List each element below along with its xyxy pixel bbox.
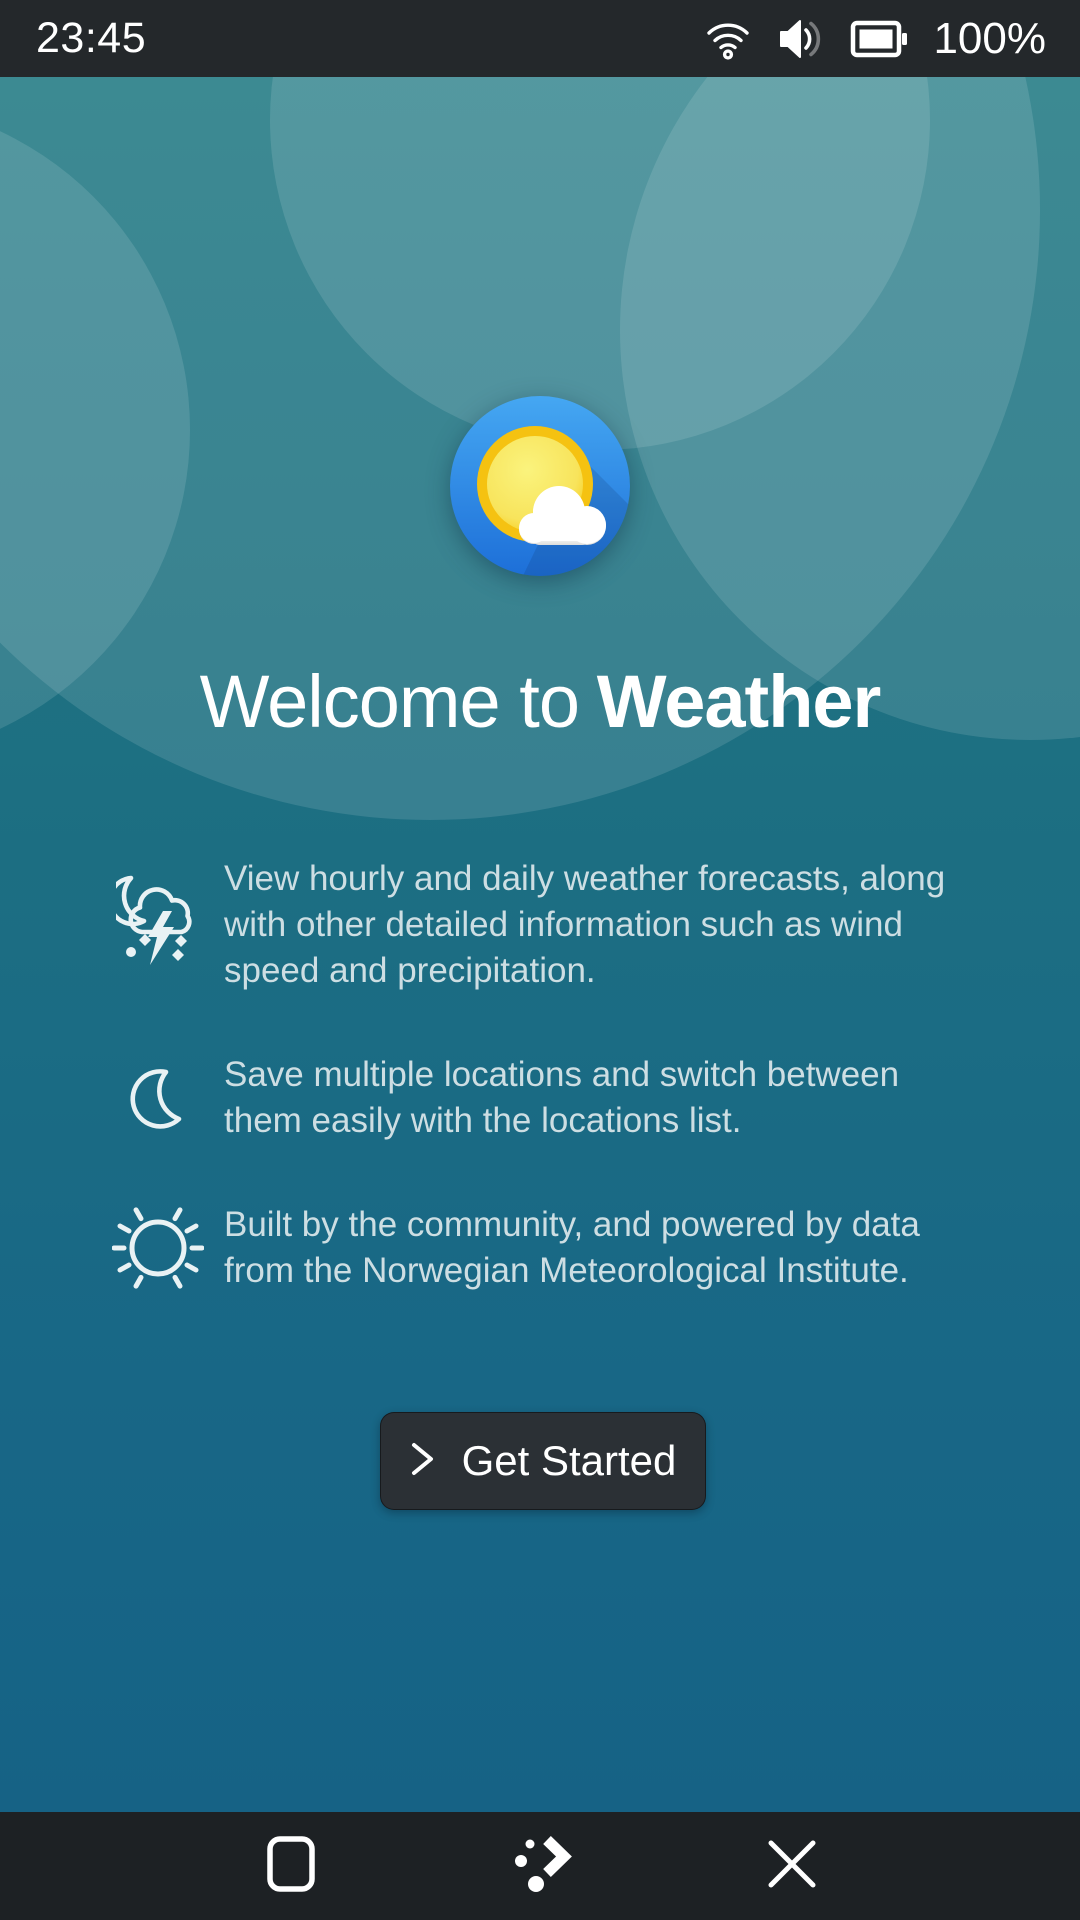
chevron-right-icon xyxy=(410,1442,436,1481)
status-bar xyxy=(0,0,1080,77)
feature-row-community xyxy=(112,1202,962,1294)
storm-night-icon xyxy=(112,873,204,977)
osk-toggle-button[interactable] xyxy=(485,1812,595,1920)
sun-icon xyxy=(112,1202,204,1294)
close-button[interactable] xyxy=(737,1812,847,1920)
get-started-button[interactable] xyxy=(380,1412,706,1510)
bottom-nav-bar xyxy=(0,1812,1080,1920)
title-app-name: Weather xyxy=(596,660,881,743)
overview-button[interactable] xyxy=(236,1812,346,1920)
close-icon xyxy=(766,1838,818,1895)
feature-text: Built by the community, and powered by data from the Norwegian Meteorological Institute. xyxy=(224,1205,920,1290)
feature-row-locations xyxy=(112,1052,962,1144)
weather-app-icon xyxy=(450,396,630,576)
clock: 23:45 xyxy=(36,14,147,62)
wifi-icon xyxy=(704,18,752,60)
feature-list xyxy=(112,856,962,1294)
title-prefix: Welcome to xyxy=(199,660,579,743)
battery-icon xyxy=(850,20,908,58)
overview-icon xyxy=(266,1835,316,1898)
battery-percent: 100% xyxy=(933,13,1046,63)
feature-row-forecasts xyxy=(112,856,962,994)
volume-icon xyxy=(777,18,825,60)
osk-toggle-icon xyxy=(507,1835,573,1898)
feature-text: View hourly and daily weather forecasts, along with other detailed information such as wind speed and precipitation. xyxy=(224,859,946,990)
get-started-label: Get Started xyxy=(461,1437,677,1484)
status-indicators xyxy=(704,14,1046,64)
moon-icon xyxy=(112,1066,204,1130)
feature-text: Save multiple locations and switch between them easily with the locations list. xyxy=(224,1055,900,1140)
page-title xyxy=(0,656,1080,748)
